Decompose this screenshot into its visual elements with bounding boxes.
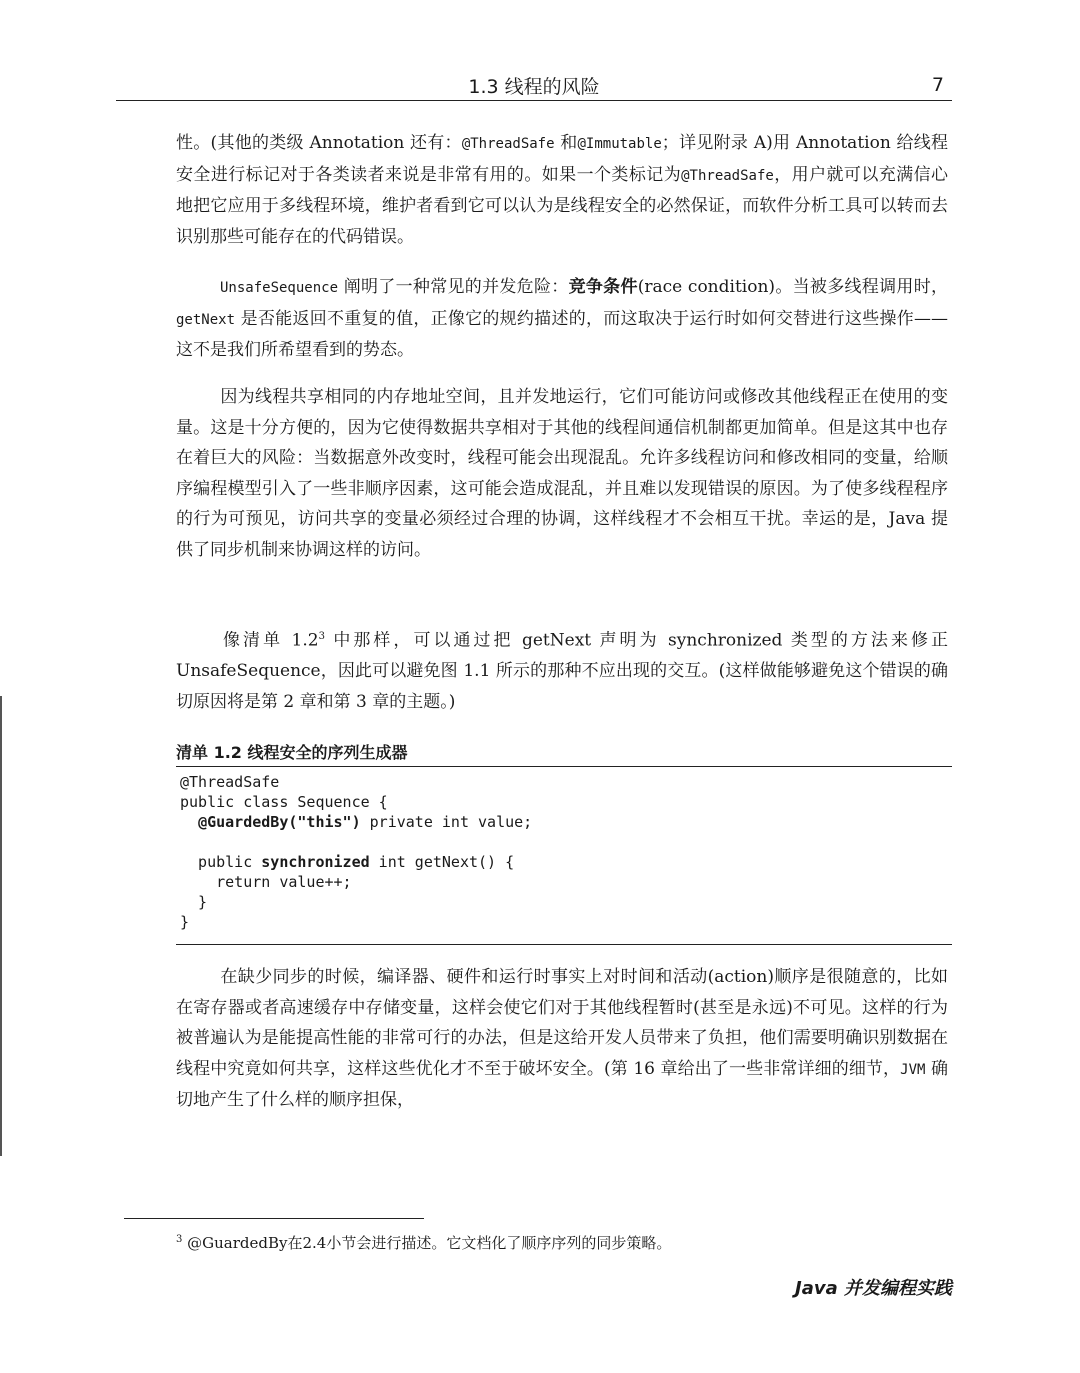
code-line-4 bbox=[180, 832, 952, 852]
p2-code-unsafesequence: UnsafeSequence bbox=[220, 280, 339, 296]
p4-footnote-ref: 3 bbox=[318, 631, 325, 642]
footnote bbox=[176, 1232, 948, 1253]
code-line-5: public synchronized int getNext() { bbox=[180, 853, 515, 871]
p1-text-c: ；详见附录 A)用 Annotation 给线程安全进行标记对于各类读者来说是非常有用的。如果一个类标记为 bbox=[176, 133, 948, 185]
p2-text-a: 阐明了一种常见的并发危险： bbox=[338, 277, 569, 297]
code-annotation-guardedby: @GuardedBy("this") bbox=[198, 813, 361, 831]
page-header bbox=[116, 70, 952, 101]
p1-code-threadsafe-2: @ThreadSafe bbox=[681, 167, 774, 184]
code-line-7: } bbox=[180, 893, 208, 911]
code-line-3: @GuardedBy("this") private int value; bbox=[198, 813, 533, 831]
listing-caption: 清单 1.2 线程安全的序列生成器 bbox=[176, 740, 952, 767]
p2-text-b: (race condition)。当被多线程调用时， bbox=[637, 277, 948, 297]
footnote-rule bbox=[124, 1218, 424, 1219]
p1-text-b: 和 bbox=[554, 133, 578, 153]
listing-bottom-rule bbox=[176, 944, 952, 945]
code-line-8: } bbox=[180, 913, 190, 931]
p1-code-immutable: @Immutable bbox=[577, 136, 662, 152]
page-number: 7 bbox=[931, 74, 944, 96]
code-line-2: public class Sequence { bbox=[180, 793, 388, 811]
p5-code-jvm: JVM bbox=[900, 1061, 926, 1078]
paragraph-1 bbox=[176, 128, 948, 252]
footnote-number: 3 bbox=[176, 1234, 183, 1245]
p2-term-race-condition: 竞争条件 bbox=[568, 277, 638, 297]
p2-text-c: 是否能返回不重复的值，正像它的规约描述的，而这取决于运行时如何交替进行这些操作——这不是我们所希望看到的势态。 bbox=[176, 308, 948, 360]
p5-text-b: 确切地产生了什么样的顺序担保， bbox=[176, 1058, 948, 1110]
p3-text: 因为线程共享相同的内存地址空间，且并发地运行，它们可能访问或修改其他线程正在使用的变量。这是十分方便的，因为它使得数据共享相对于其他的线程间通信机制都更加简单。但是这其中也存在着巨大的风险：当数据意外改变时，线程可能会出现混乱。允许多线程访问和修改相同的变量，给顺序编程模型引入了一些非顺序因素，这可能会造成混乱，并且难以发现错误的原因。为了使多线程程序的行为可预见，访问共享的变量必须经过合理的协调，这样线程才不会相互干扰。幸运的是，Java 提供了同步机制来协调这样的访问。 bbox=[176, 387, 948, 560]
code-keyword-synchronized: synchronized bbox=[261, 853, 370, 871]
running-title: 1.3 线程的风险 bbox=[468, 76, 600, 98]
p4-text-a: 像清单 1.2 bbox=[220, 630, 319, 651]
scan-edge-line bbox=[0, 696, 2, 1156]
code-line-1: @ThreadSafe bbox=[180, 773, 280, 791]
paragraph-5 bbox=[176, 962, 948, 1116]
p1-text-a: 性。(其他的类级 Annotation 还有： bbox=[176, 133, 462, 153]
p1-code-threadsafe: @ThreadSafe bbox=[461, 136, 555, 152]
book-title-footer: Java 并发编程实践 bbox=[795, 1278, 952, 1299]
p1-text-d: ，用户就可以充满信心地把它应用于多线程环境，维护者看到它可以认为是线程安全的必然保证，而软件分析工具可以转而去识别那些可能存在的代码错误。 bbox=[176, 164, 949, 247]
code-listing bbox=[180, 772, 952, 932]
p2-code-getnext: getNext bbox=[176, 311, 236, 328]
paragraph-3 bbox=[176, 382, 948, 565]
paragraph-2 bbox=[176, 272, 948, 366]
code-line-6: return value++; bbox=[180, 873, 352, 891]
p4-text-b: 中那样，可以通过把 getNext 声明为 synchronized 类型的方法来修正 UnsafeSequence，因此可以避免图 1.1 所示的那种不应出现的交互。(这样做能够避免这个错误的确切原因将是第 2 章和第 3 章的主题。) bbox=[176, 630, 948, 712]
footnote-text: @GuardedBy在2.4小节会进行描述。它文档化了顺序序列的同步策略。 bbox=[182, 1234, 672, 1252]
paragraph-4 bbox=[176, 622, 948, 717]
p5-text-a: 在缺少同步的时候，编译器、硬件和运行时事实上对时间和活动(action)顺序是很随意的，比如在寄存器或者高速缓存中存储变量，这样会使它们对于其他线程暂时(甚至是永远)不可见。这样的行为被普遍认为是能提高性能的非常可行的办法，但是这给开发人员带来了负担，他们需要明确识别数据在线程中究竟如何共享，这样这些优化才不至于破坏安全。(第 16 章给出了一些非常详细的细节， bbox=[176, 967, 948, 1079]
